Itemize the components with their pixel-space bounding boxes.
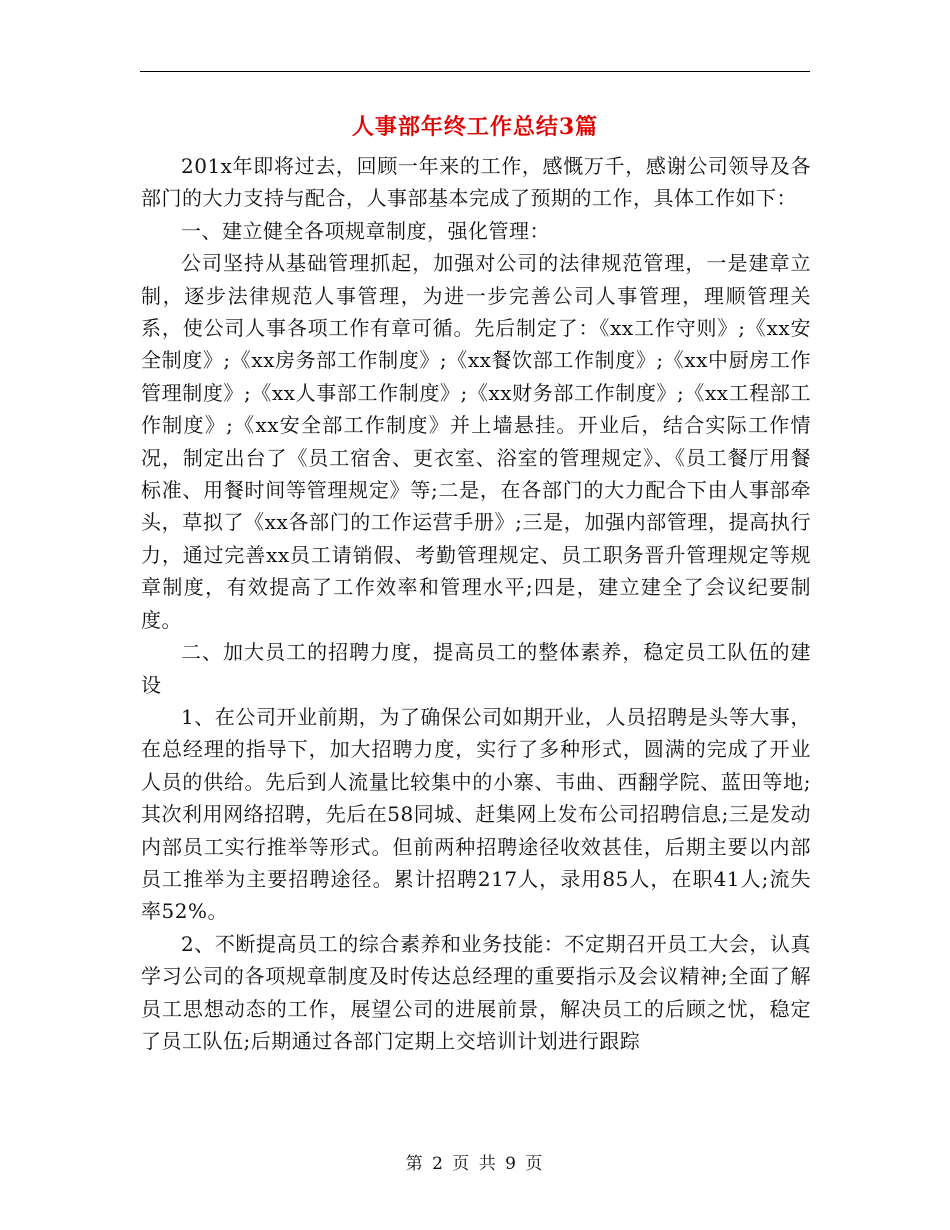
body-paragraph: 2、不断提高员工的综合素养和业务技能：不定期召开员工大会，认真学习公司的各项规章制度及时传达总经理的重要指示及会议精神;全面了解员工思想动态的工作，展望公司的进展前景，解决员工的后顾之忧，稳定了员工队伍;后期通过各部门定期上交培训计划进行跟踪 <box>141 931 811 1053</box>
body-paragraph: 公司坚持从基础管理抓起，加强对公司的法律规范管理，一是建章立制，逐步法律规范人事管理，为进一步完善公司人事管理，理顺管理关系，使公司人事各项工作有章可循。先后制定了：《xx工作守则》;《xx安全制度》;《xx房务部工作制度》;《xx餐饮部工作制度》;《xx中厨房工作管理制度》;《xx人事部工作制度》;《xx财务部工作制度》;《xx工程部工作制度》;《xx安全部工作制度》并上墙悬挂。开业后，结合实际工作情况，制定出台了《员工宿舍、更衣室、浴室的管理规定》、《员工餐厅用餐标准、用餐时间等管理规定》等;二是，在各部门的大力配合下由人事部牵头，草拟了《xx各部门的工作运营手册》;三是，加强内部管理，提高执行力，通过完善xx员工请销假、考勤管理规定、员工职务晋升管理规定等规章制度，有效提高了工作效率和管理水平;四是，建立建全了会议纪要制度。 <box>141 251 811 632</box>
section-heading-1: 一、建立健全各项规章制度，强化管理： <box>181 218 550 243</box>
intro-paragraph: 201x年即将过去，回顾一年来的工作，感慨万千，感谢公司领导及各部门的大力支持与配合，人事部基本完成了预期的工作，具体工作如下： <box>141 154 811 211</box>
page-footer: 第 2 页 共 9 页 <box>405 1154 545 1174</box>
header-rule <box>140 71 810 72</box>
section-heading-2: 二、加大员工的招聘力度，提高员工的整体素养，稳定员工队伍的建设 <box>141 640 811 697</box>
document-body <box>141 150 811 1057</box>
body-paragraph: 1、在公司开业前期，为了确保公司如期开业，人员招聘是头等大事，在总经理的指导下，加大招聘力度，实行了多种形式，圆满的完成了开业人员的供给。先后到人流量比较集中的小寨、韦曲、西翻学院、蓝田等地;其次利用网络招聘，先后在58同城、赶集网上发布公司招聘信息;三是发动内部员工实行推举等形式。但前两种招聘途径收效甚佳，后期主要以内部员工推举为主要招聘途径。累计招聘217人，录用85人，在职41人;流失率52%。 <box>141 704 811 924</box>
document-title: 人事部年终工作总结3篇 <box>351 114 599 140</box>
